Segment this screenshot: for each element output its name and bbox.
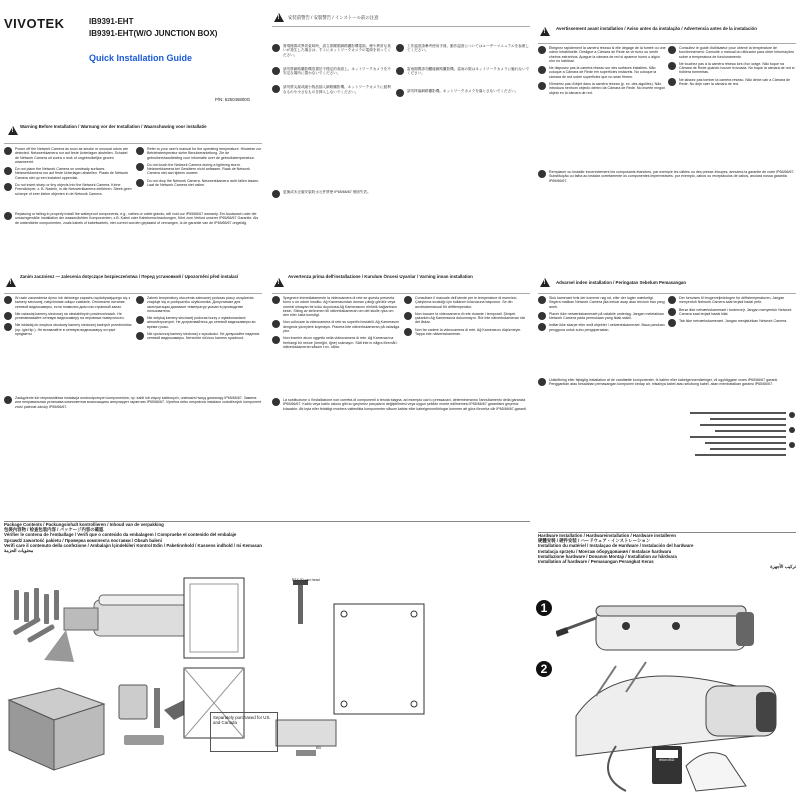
sharp-object-icon bbox=[538, 82, 546, 90]
camera-step2-icon bbox=[576, 662, 776, 756]
warnings-left-list bbox=[4, 147, 132, 217]
step-2-badge: 2 bbox=[536, 661, 552, 677]
smoke-icon bbox=[4, 296, 12, 304]
lightning-icon bbox=[136, 163, 144, 171]
hardware-heading-line: 硬體安裝 / 硬件安装 / ハードウェア・インストレーション bbox=[538, 538, 651, 544]
it-item: Spegnere immediatamente la videocamera di rete se questa presenta fumo o un odore insolito. Ağ Kamerasından duman çıktığı görülür veya normal olmayan bir koku duyulursa Ağ Kamerasının elektrik bağlantısını kesin. Stäng av strömmen till nätverkskameran om det skulle ryka om den eller lukta konstigt. bbox=[283, 296, 398, 318]
smoke-icon bbox=[272, 296, 280, 304]
fr-item: Ne disposez pas la caméra réseau sur des surfaces instables. Não coloque a Câmara de Rede em superfícies instáveis. No coloque la cámara de red sobre superficies que no sean firmes. bbox=[549, 66, 657, 79]
fr-item: Éteignez rapidement la caméra réseau si elle dégage de la fumée ou une odeur inhabituelle. Desligue a Câmara de Rede se vir fumo ou sentir cheiros estranhos. Apague la cámara de red si aparece humo u algún olor no habitual. bbox=[549, 46, 666, 63]
package-heading bbox=[4, 522, 274, 553]
lightning-icon bbox=[404, 312, 412, 320]
pl-item: Nie wkładaj do wnętrza obudowy kamery sieciowej żadnych przedmiotów (np. igieł itp.). Не вставляйте в сетевую видеокамеру острые предметы. bbox=[15, 323, 132, 337]
id-item: Placér ikke netværkskameraet på ustabile underlag. Jangan meletakkan Network Camera pada permukaan yang tidak stabil. bbox=[549, 311, 664, 321]
jp-item: 更換或未正確安裝防水元件將使 IP65/66/67 保固失效。 bbox=[283, 190, 371, 194]
lightning-icon bbox=[668, 308, 676, 316]
waterproof-icon bbox=[4, 396, 12, 404]
jp-left-list bbox=[272, 44, 392, 184]
jp-heading: 安装前警告 / 安裝警告 / インストール前の注意 bbox=[288, 15, 379, 20]
lightning-icon bbox=[668, 62, 676, 70]
unsteady-surface-icon bbox=[4, 312, 12, 320]
model-number-1: IB9391-EHT bbox=[89, 17, 134, 26]
package-contents-illustration bbox=[4, 570, 530, 802]
microsd-card-icon bbox=[652, 746, 682, 784]
it-bottom bbox=[272, 398, 530, 438]
waterproof-icon bbox=[4, 212, 12, 220]
package-heading-line: Verifi care il contenuto della confezione / Ambalajın İçindekileri Kontrol Edin / Paketinnhold / Kassens indhold / Isi Kemasan bbox=[4, 542, 262, 548]
sharp-object-icon bbox=[272, 336, 280, 344]
pl-item: W razie zauważenia dymu lub dziwnego zapachu wydobywającego się z kamery sieciowej, natychmiast odłącz zasilanie. Отключите питание сетевой видеокамеры, если появился дым или странный запах. bbox=[15, 296, 131, 309]
warning-icon bbox=[6, 278, 16, 287]
part-number: P/N: 625046800G bbox=[215, 97, 251, 102]
smoke-icon bbox=[538, 296, 546, 304]
accessories-icon bbox=[119, 685, 194, 745]
drop-icon bbox=[668, 319, 676, 327]
waterproof-icon bbox=[272, 398, 280, 406]
mounting-sticker-icon bbox=[184, 578, 244, 658]
pl-left-list bbox=[4, 296, 132, 391]
sharp-object-icon bbox=[4, 183, 12, 191]
unsteady-surface-icon bbox=[538, 312, 546, 320]
it-item: Non far cadere la videocamera di rete. Ağ Kamerasını düşürmeyin. Tappa inte nätverkskameran. bbox=[415, 327, 522, 337]
waterproof-icon bbox=[272, 190, 280, 198]
manual-icon bbox=[668, 296, 676, 304]
hardware-illustration bbox=[556, 596, 796, 796]
it-item: Consultare il manuale dell'utente per le temperature di esercizio. Çalıştırma sıcaklığı için kullanım kılavuzuna başvurun. Se din användarmanual för drifttemperatur. bbox=[415, 296, 518, 309]
hardware-heading-line: Installazione hardware / Donanım Montajı / Installation av hårdvara bbox=[538, 553, 677, 559]
id-item: Tab ikke netværkskameraet. Jangan menjatuhkan Network Camera. bbox=[679, 319, 788, 324]
hardware-heading bbox=[538, 533, 796, 569]
warning-icon bbox=[540, 27, 550, 36]
package-heading-line: 包裝內容物 / 检查包装内容 / パッケージ内容の確認 bbox=[4, 527, 104, 533]
warning-item: Do not place the Network Camera on unsteady surfaces. Netzwerkkamera nur auf feste Unterlagen abstellen. Plaats de Network Camera niet op een instabiel oppervlak. bbox=[15, 167, 129, 180]
pl-item: Nie upuszczaj kamery sieciowej z wysokości. Не допускайте падения сетевой видеокамеры. Nenechte síťovou kameru spadnout. bbox=[147, 332, 260, 341]
id-bottom bbox=[538, 378, 796, 408]
warning-item: Refer to your user's manual for the operating temperature. Hinweise zur Betriebstemperatur siehe Benutzeranleitung. Zie de gebruikershandleiding voor informatie over de gebruikstemperatuur. bbox=[147, 147, 262, 160]
pl-right-list bbox=[136, 296, 262, 391]
waterproof-icon bbox=[538, 378, 546, 386]
id-item: Berør ikke netværkskameraet i tordenvejr. Jangan menyentuh Network Camera saat terjadi badai kilat. bbox=[679, 307, 792, 316]
manual-icon bbox=[136, 296, 144, 304]
it-item: Non toccare la videocamera di rete durante i temporali. Şimşek çakarken Ağ Kamerasına dokunmayın. Rör inte nätverkskameran när det åskar. bbox=[415, 311, 526, 325]
bracket-icon bbox=[276, 720, 336, 746]
warning-icon bbox=[274, 278, 284, 287]
fr-item: Ne touchez pas à la caméra réseau lors d'un orage. Não toque na Câmara de Rede quando houver trovoada. No toque la cámara de red si hubiera tormentas. bbox=[679, 61, 795, 75]
pl-item: Zakres temperatury otoczenia zalecanej podczas pracy urządzenia znajduje się w podręczniku użytkownika. Допустимые для эксплуатации диапазон температур указан в руководстве пользователя. bbox=[147, 296, 254, 313]
drop-icon bbox=[136, 179, 144, 187]
unsteady-surface-icon bbox=[272, 67, 280, 75]
package-heading-line: Vérifier le contenu de l'emballage / Verifi que o conteúdo da embalagem / Compruebe el contenido del embalaje bbox=[4, 532, 237, 538]
drop-icon bbox=[396, 89, 404, 97]
jp-item: 請勿將網路攝影機放置於不穩定的表面上。ネットワークカメラを不安定な場所に置かないでください。 bbox=[283, 66, 391, 76]
logo-text: VIVOTEK bbox=[4, 16, 65, 31]
unsteady-surface-icon bbox=[4, 167, 12, 175]
hardware-heading-arabic: تركيب الأجهزة bbox=[770, 564, 796, 570]
pl-item: Zastąpienie lub nieprawidłowa instalacja wodoodpornych komponentów, np. kabli lub złączy kablowych, unieważni twoją gwarancję IP65/66/67. Замена или неправильная установка компонентов влагозащиты аннулирует гарантию IP65/66/67. Výměna nebo nesprávná instalace vodotěsných komponent zruší platnost záruky IP65/66/67. bbox=[15, 396, 262, 409]
id-item: Der henvises til brugervejledningen for driftstemperaturen. Jangan menyentuh Network Camera saat terjadi badai petir. bbox=[679, 296, 785, 305]
pl-bottom bbox=[4, 396, 262, 446]
camera-step1-icon bbox=[596, 606, 754, 650]
id-heading: Advarsel inden installation / Peringatan Sebelum Pemasangan bbox=[556, 280, 687, 285]
warning-item: Power off the Network Camera as soon as smoke or unusual odors are detected. Netzwerkkamera nur auf feste Unterlagen abstellen. Schakel de Network Camera uit zodra u rook of ongebruikelijke geuren waarneemt. bbox=[15, 147, 128, 164]
drop-icon bbox=[136, 332, 144, 340]
cable-icon bbox=[608, 746, 626, 791]
fr-item: Remplacer ou installer incorrectement les composants étanches, par exemple les câbles ou des presse-étoupes, annulera la garantie de votre IP65/66/67. Substituição ou falha ao instalar corretamente os componentes impermeáveis, por exemplo, cabos ou receptáculos de cabos, anulará nossa garantia IP65/66/67. bbox=[549, 170, 795, 183]
hardware-heading-line: Hardware Installation / Hardwareinstallation / Hardware installeren bbox=[538, 533, 677, 538]
it-left-list bbox=[272, 296, 400, 396]
pl-item: Nie ustawiaj kamery sieciowej na niestabilnych powierzchniach. Не устанавливайте сетевую видеокамеру на неровные поверхности. bbox=[15, 311, 125, 321]
jp-item: 雷雨期間請勿觸碰網路攝影機。雷雨の際はネットワークカメラに触れないでください。 bbox=[407, 66, 530, 75]
jp-item: 發現煙霧或異常氣味時，請立即關閉網路攝影機電源。煙や異常な臭いが発生した場合は、すぐにネットワークカメラの電源を切ってください。 bbox=[283, 44, 391, 57]
pt4-screw-icon bbox=[293, 580, 308, 624]
warning-item: Do not touch the Network Camera during a lightning storm. Netzwerkkamera bei Gewittern nicht anfassen. Raak de Network Camera niet aan tijdens onweer. bbox=[147, 162, 250, 176]
waterproof-icon bbox=[538, 170, 546, 178]
microsd-label: microSD bbox=[659, 757, 675, 762]
it-item: Non collocare la videocamera di rete su superfici instabili. Ağ Kamerasını dengesiz yüzeylere koymayın. Placera inte nätverkskameran på ostadiga ytor. bbox=[283, 320, 400, 334]
jp-bottom bbox=[272, 190, 530, 220]
hand-icon bbox=[686, 753, 746, 791]
it-right-list bbox=[404, 296, 530, 396]
unsteady-surface-icon bbox=[538, 66, 546, 74]
id-right-list bbox=[668, 296, 796, 376]
hardware-heading-line: Instalacja sprzętu / Монтаж оборудования / Instalace hardwaru bbox=[538, 548, 672, 554]
unsteady-surface-icon bbox=[272, 320, 280, 328]
power-off-icon bbox=[4, 147, 12, 155]
manual-icon bbox=[396, 44, 404, 52]
screws-icon bbox=[13, 588, 59, 643]
it-item: La sostituzione o l'installazione non corretta di componenti a tenuta stagna, ad esempio cavi o pressacavi, determineranno l'annullamento della garanzia IP65/66/67. Kablo veya kablo rakoru gibi su geçirmez parçaların değiştirilmesi veya uygun şekilde monte edilmemesi IP65/66/67 garantisini geçersiz kılacaktır. Att byta eller felaktigt montera vattentäta komponenter såsom kablar eller kabelgenomföringar kommer att göra förverka vår IP65/66/67-garanti. bbox=[283, 398, 527, 411]
fr-bottom bbox=[538, 170, 796, 210]
it-item: Non inserire alcun oggetto nella videocamera di rete. Ağ Kamerası'na herhangi bir nesne (örneğin, iğne) sokmayın. Sätt inte in några föremål i nätverkskameran såsom t.ex. nålar. bbox=[283, 336, 398, 349]
fr-heading: Avertissement avant installation / Aviso antes da instalação / Advertencia antes de la instalación bbox=[556, 26, 757, 31]
screwdriver-icon bbox=[556, 618, 596, 637]
it-heading: Avvertenza prima dell'installazione / Kurulum Öncesi Uyarılar / Varning innan installation bbox=[288, 274, 473, 279]
id-item: Indfør ikke skarpe eller små objekter i netværkskameraet. Baca panduan pengguna untuk suhu pengoperasian. bbox=[549, 323, 665, 332]
id-left-list bbox=[538, 296, 666, 376]
sharp-object-icon bbox=[538, 323, 546, 331]
pl-item: Nie dotykaj kamery sieciowej podczas burzy z wyładowaniami atmosferycznymi. Не дотрагивайтесь до сетевой видеокамеры во время грозы. bbox=[147, 316, 256, 329]
package-heading-line: Package Contents / Packungsinhalt kontrollieren / Inhoud van de verpakking bbox=[4, 522, 164, 527]
id-item: Udskiftning eller fejlagtig installation af de vandtætte komponenter, fx kabler eller kabelgennemføringer, vil ugyldiggøre vores IP65/66/67 garanti. Penggantian atau kesalahan pemasangan komponen kedap air, misalnya kabel atau selubung kabel, akan membatalkan garansi IP65/66/67. bbox=[549, 378, 779, 387]
pl-heading: Zanim zaczniesz — zalecenia dotyczące bezpieczeństwa / Перед установкой / Upozornění před instalací bbox=[20, 274, 239, 279]
fr-item: Ne laissez pas tomber la caméra réseau. Não deixe cair a Câmara de Rede. No deje caer la cámara de red. bbox=[679, 77, 791, 87]
package-heading-arabic: محتويات الحزمة bbox=[4, 548, 34, 554]
warning-item: Replacing or failing to properly install the waterproof components, e.g., cables or cable glands, will void our IP65/66/67 warranty. Ein Austausch oder die unsachgemäße Installation der wasserdichten Komponenten, z.B. Kabel oder Kabelverschraubungen, führt zum Verlust unserer IP65/66/67 Garantie. Als de waterdichte componenten, zoals kabels of kabelwartels, niet correct worden geplaatst of vervangen, is de garantie van de IP65/66/67 ongeldig. bbox=[15, 212, 259, 225]
dimension-label: Ø4 bbox=[316, 746, 321, 750]
fr-item: Consultez le guide d'utilisateur pour obtenir la température de fonctionnement. Consulte o manual do utilizador para obter informações sobre a temperatura de funcionamento. bbox=[679, 46, 794, 59]
warnings-heading: Warning Before Installation / Warnung vor der Installation / Waarschuwing voor installatie bbox=[20, 124, 207, 129]
junction-box-icon bbox=[9, 688, 104, 770]
step-1-badge: 1 bbox=[536, 600, 552, 616]
warnings-right-list bbox=[136, 147, 262, 217]
lightning-icon bbox=[136, 316, 144, 324]
jp-item: 請勿將尖銳或細小物品插入網路攝影機。ネットワークカメラに鋭利なものや小さなものを挿入しないでください。 bbox=[283, 85, 391, 94]
jp-item: 請勿摔落網路攝影機。ネットワークカメラを落とさないでください。 bbox=[407, 89, 519, 94]
warning-icon bbox=[8, 126, 18, 135]
jp-item: 工作溫度請參考使用手冊。動作温度についてはユーザーマニュアルを参照してください。 bbox=[407, 44, 529, 53]
id-item: Sluk kameraet hvis der kommer røg ud, eller der lugter mærkeligt. Segera matikan Network Camera jika keluar asap atau tercium bau yang aneh. bbox=[549, 296, 665, 309]
separately-purchased-note: Separately purchased for US. and Canada bbox=[210, 712, 278, 752]
fr-item: N'insérez pas d'objet dans la caméra réseau (p. ex. des aiguilles). Não introduza nenhum objecto dentro da Câmara de Rede. No inserte ningún objeto en la cámara de red. bbox=[549, 82, 666, 95]
fr-left-list bbox=[538, 46, 666, 164]
drop-icon bbox=[404, 328, 412, 336]
hardware-heading-line: Installation af hardware / Pemasangan Perangkat Keras bbox=[538, 559, 654, 565]
brand-logo bbox=[4, 16, 65, 31]
manual-icon bbox=[404, 296, 412, 304]
lightning-icon bbox=[396, 67, 404, 75]
arabic-text-graphic bbox=[540, 410, 796, 460]
warnings-bottom bbox=[4, 212, 262, 252]
smoke-icon bbox=[538, 46, 546, 54]
sharp-object-icon bbox=[272, 85, 280, 93]
manual-icon bbox=[136, 147, 144, 155]
sharp-object-icon bbox=[4, 323, 12, 331]
fr-right-list bbox=[668, 46, 796, 164]
manual-icon bbox=[668, 46, 676, 54]
warning-icon bbox=[540, 278, 550, 287]
model-number-2: IB9391-EHT(W/O JUNCTION BOX) bbox=[89, 29, 218, 38]
jp-right-list bbox=[396, 44, 530, 184]
arabic-warning-block bbox=[540, 410, 796, 460]
pt4-screw-label: PT4.30 pan head bbox=[292, 578, 320, 582]
smoke-icon bbox=[272, 44, 280, 52]
drill-template-icon bbox=[334, 604, 424, 714]
hardware-heading-line: Installation du matériel / Instalaçao de Hardware / Instalación del hardware bbox=[538, 543, 694, 549]
warning-item: Do not drop the Network Camera. Netzwerkkamera nicht fallen lassen. Laat de Network Camera niet vallen. bbox=[147, 178, 260, 188]
drop-icon bbox=[668, 78, 676, 86]
warning-item: Do not insert sharp or tiny objects into the Network Camera. Keine Fremdkörper, z. B. Nadeln, in die Netzwerkkamera einführen. Steek geen scherpe of zeer kleine objecten in de Network Camera. bbox=[15, 183, 132, 196]
package-heading-line: Sprawdź zawartość pakietu / Проверка комплекта поставки / Obsah balení bbox=[4, 537, 162, 543]
warning-icon bbox=[274, 13, 284, 22]
guide-title: Quick Installation Guide bbox=[89, 53, 193, 63]
